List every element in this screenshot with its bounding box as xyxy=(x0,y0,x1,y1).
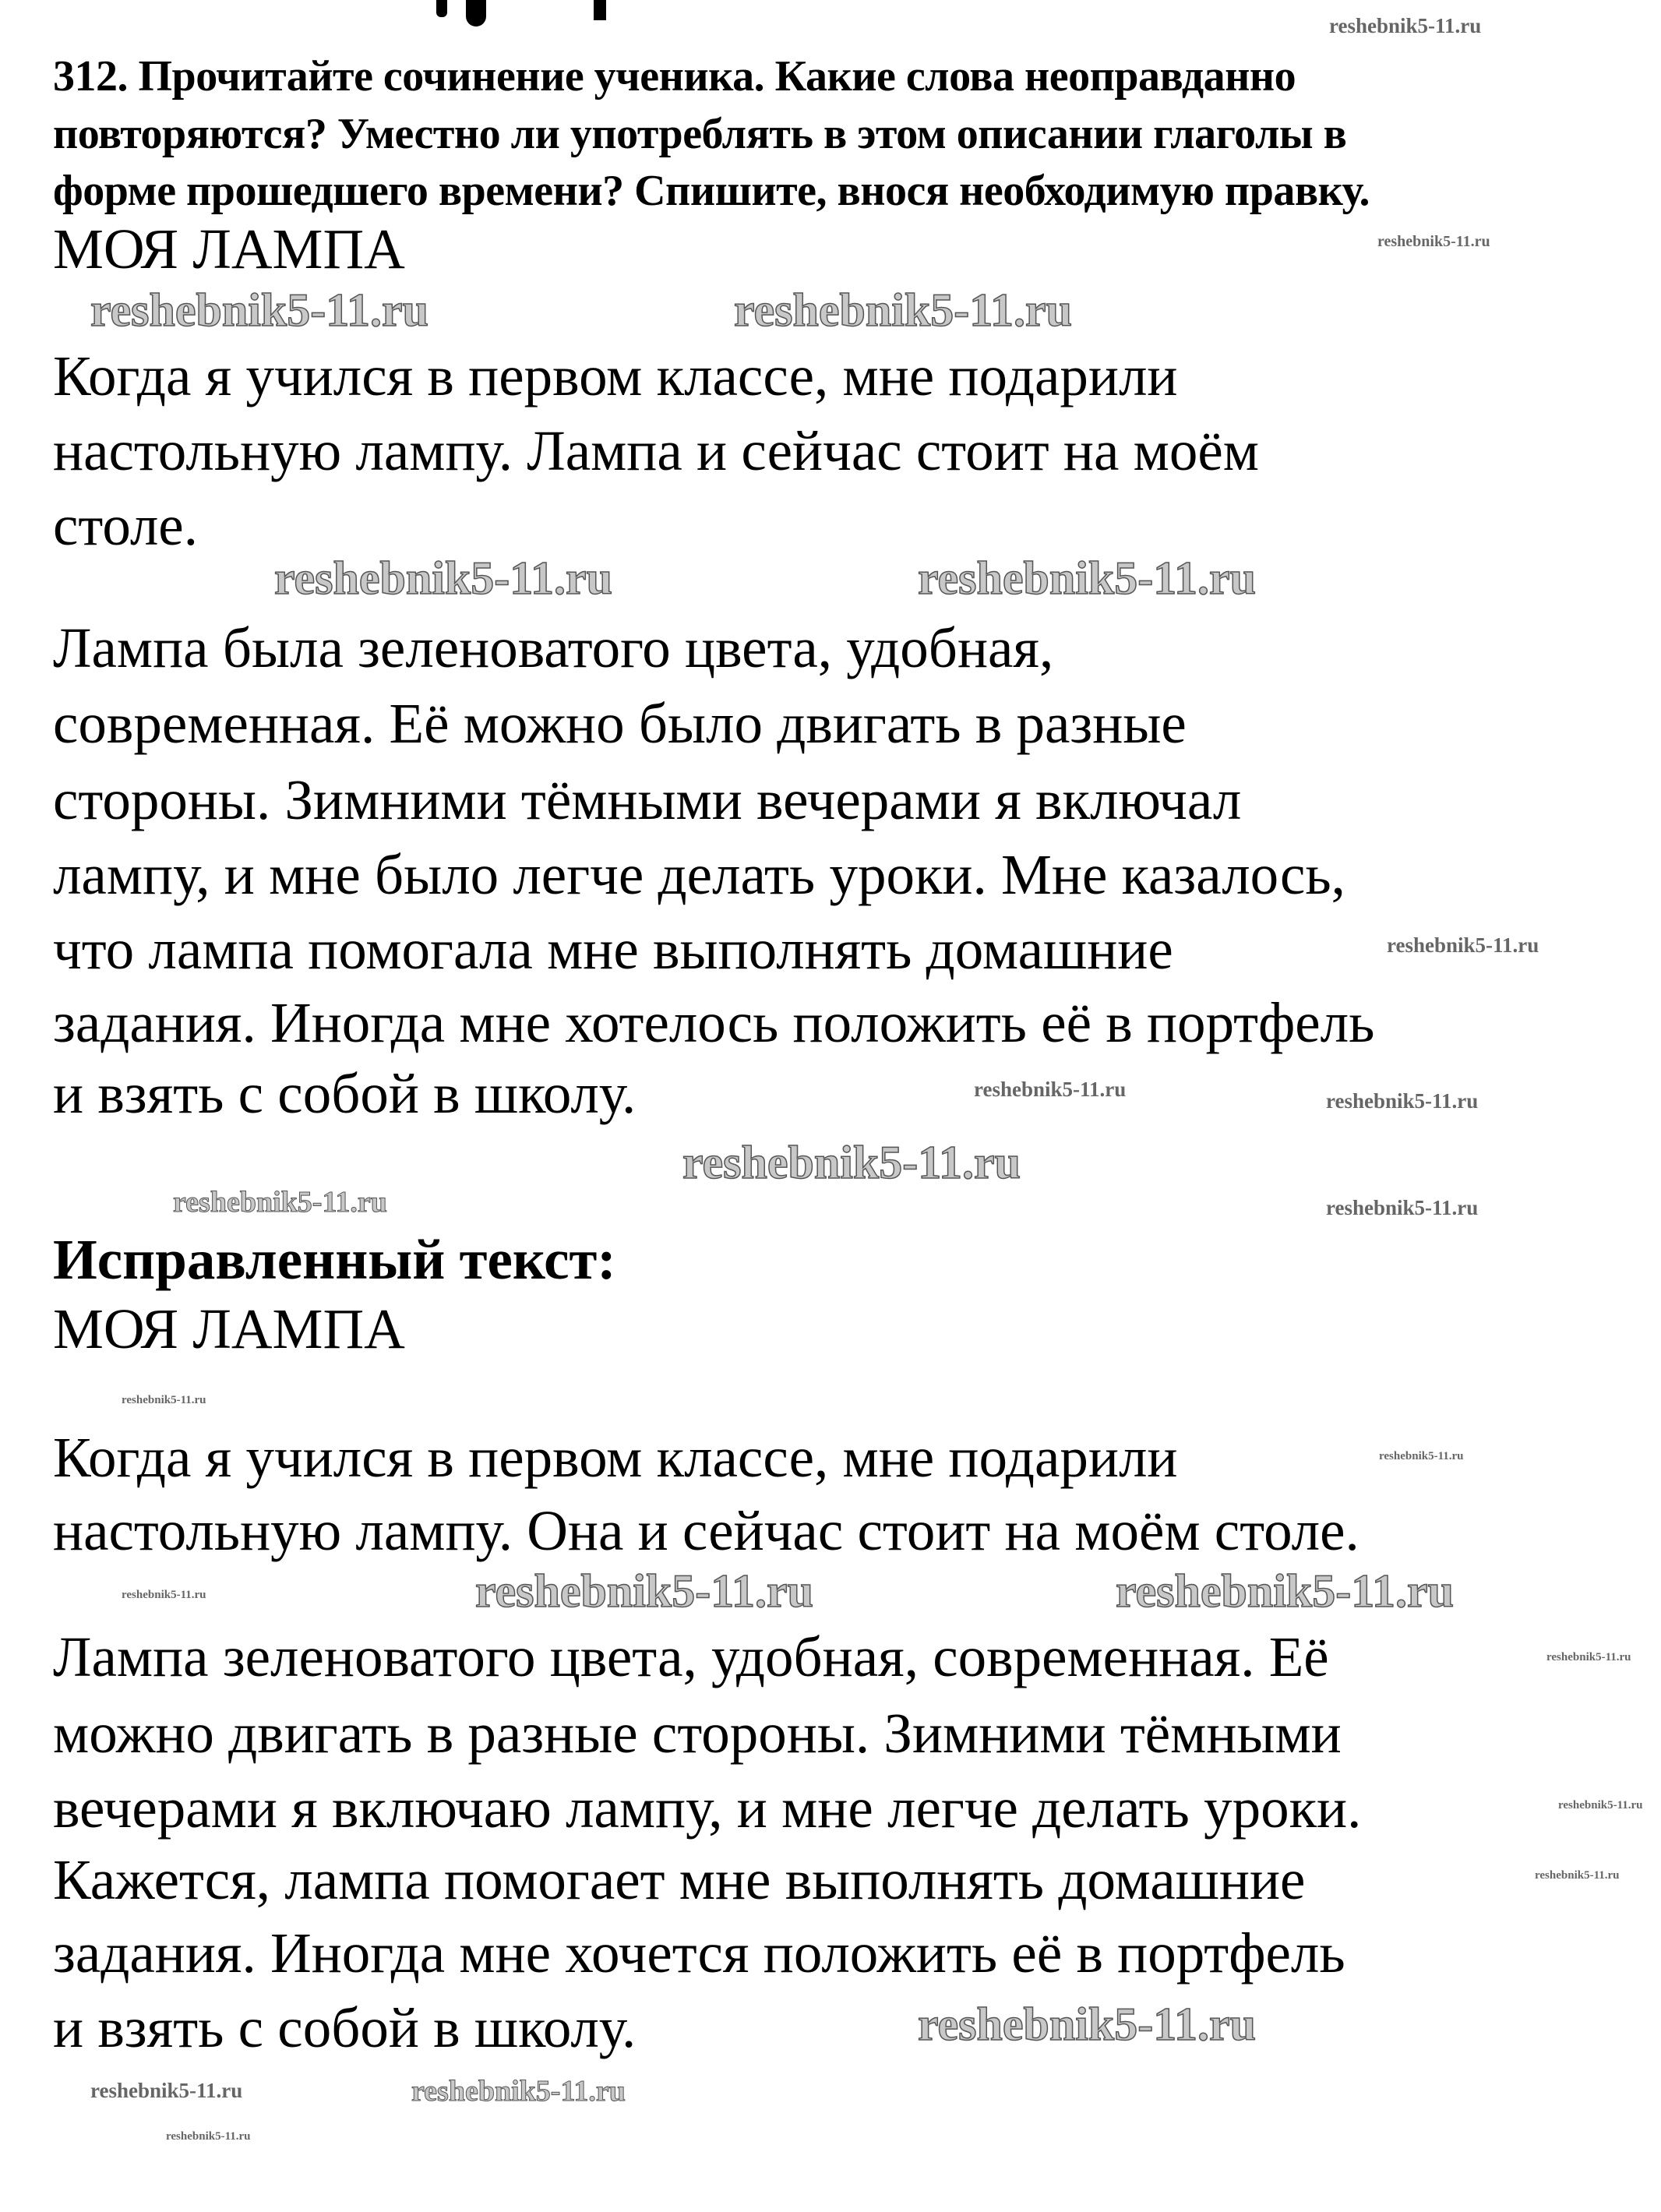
text-line: и взять с собой в школу. xyxy=(53,1996,637,2059)
cropped-glyph xyxy=(436,0,447,17)
text-line: настольную лампу. Лампа и сейчас стоит на моём xyxy=(53,419,1259,482)
corrected-heading: Исправленный текст: xyxy=(53,1228,616,1291)
watermark: reshebnik5-11.ru xyxy=(173,1186,387,1219)
text-line: вечерами я включаю лампу, и мне легче делать уроки. xyxy=(53,1776,1362,1840)
watermark: reshebnik5-11.ru xyxy=(682,1137,1021,1188)
text-line: лампу, и мне было легче делать уроки. Мне казалось, xyxy=(53,843,1345,906)
instruction-line: 312. Прочитайте сочинение ученика. Какие слова неоправданно xyxy=(53,52,1296,101)
watermark: reshebnik5-11.ru xyxy=(1546,1651,1631,1663)
watermark: reshebnik5-11.ru xyxy=(1116,1565,1454,1617)
watermark: reshebnik5-11.ru xyxy=(1326,1196,1479,1219)
text-line: задания. Иногда мне хочется положить её в портфель xyxy=(53,1921,1345,1984)
text-line: Лампа зеленоватого цвета, удобная, современная. Её xyxy=(53,1625,1329,1688)
watermark: reshebnik5-11.ru xyxy=(1377,233,1490,250)
watermark: reshebnik5-11.ru xyxy=(90,2079,243,2102)
text-line: что лампа помогала мне выполнять домашние xyxy=(53,918,1173,981)
watermark: reshebnik5-11.ru xyxy=(734,284,1072,336)
text-line: современная. Её можно было двигать в разные xyxy=(53,692,1187,755)
watermark: reshebnik5-11.ru xyxy=(1387,933,1539,957)
watermark: reshebnik5-11.ru xyxy=(475,1565,813,1617)
essay-title: МОЯ ЛАМПА xyxy=(53,217,405,280)
text-line: задания. Иногда мне хотелось положить её в портфель xyxy=(53,991,1375,1054)
text-line: Когда я учился в первом классе, мне подарили xyxy=(53,344,1178,407)
watermark: reshebnik5-11.ru xyxy=(122,1589,206,1601)
cropped-glyph xyxy=(594,0,606,20)
watermark: reshebnik5-11.ru xyxy=(1558,1799,1643,1812)
text-line: стороны. Зимними тёмными вечерами я включал xyxy=(53,768,1242,831)
watermark: reshebnik5-11.ru xyxy=(974,1078,1127,1101)
cropped-glyph xyxy=(466,0,486,26)
watermark: reshebnik5-11.ru xyxy=(918,552,1256,604)
instruction-line: форме прошедшего времени? Спишите, внося необходимую правку. xyxy=(53,167,1370,215)
essay-title: МОЯ ЛАМПА xyxy=(53,1297,405,1360)
watermark: reshebnik5-11.ru xyxy=(122,1394,206,1406)
text-line: Когда я учился в первом классе, мне подарили xyxy=(53,1426,1178,1489)
watermark: reshebnik5-11.ru xyxy=(166,2130,251,2143)
text-line: Кажется, лампа помогает мне выполнять домашние xyxy=(53,1848,1306,1911)
watermark: reshebnik5-11.ru xyxy=(1329,14,1482,37)
watermark: reshebnik5-11.ru xyxy=(1535,1869,1620,1882)
watermark: reshebnik5-11.ru xyxy=(90,284,428,336)
watermark: reshebnik5-11.ru xyxy=(1326,1089,1479,1113)
text-line: можно двигать в разные стороны. Зимними тёмными xyxy=(53,1702,1342,1765)
text-line: настольную лампу. Она и сейчас стоит на моём столе. xyxy=(53,1499,1359,1562)
watermark: reshebnik5-11.ru xyxy=(918,1999,1256,2050)
text-line: столе. xyxy=(53,494,198,557)
watermark: reshebnik5-11.ru xyxy=(274,552,612,604)
watermark: reshebnik5-11.ru xyxy=(1379,1450,1464,1462)
instruction-line: повторяются? Уместно ли употреблять в этом описании глаголы в xyxy=(53,110,1347,158)
text-line: Лампа была зеленоватого цвета, удобная, xyxy=(53,616,1054,679)
watermark: reshebnik5-11.ru xyxy=(411,2075,626,2108)
text-line: и взять с собой в школу. xyxy=(53,1062,637,1125)
